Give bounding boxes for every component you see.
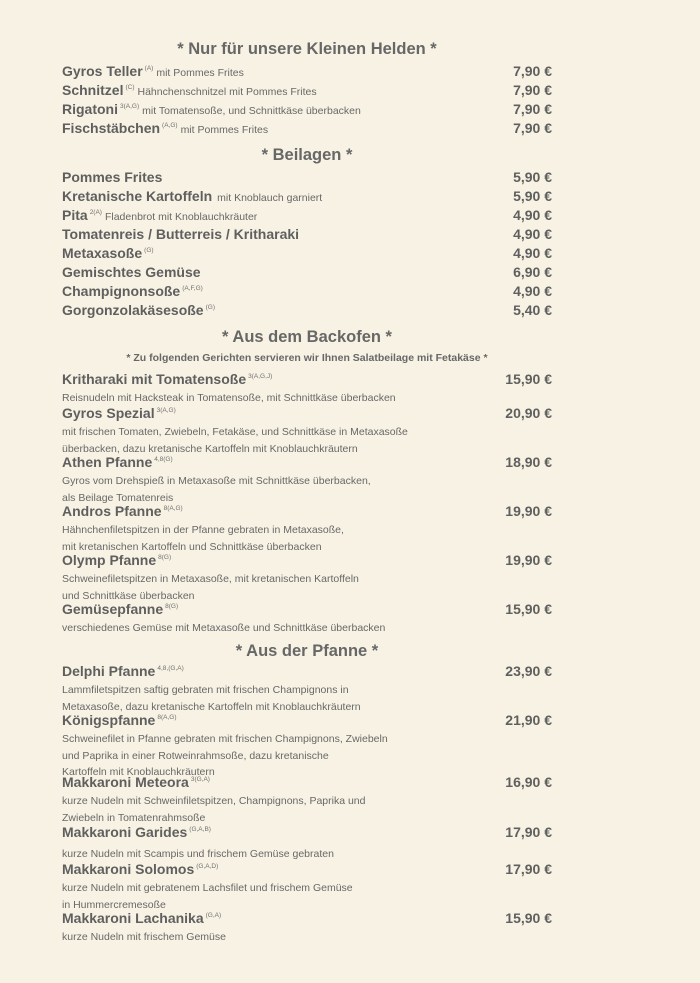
item-description: Hähnchenschnitzel mit Pommes Frites <box>137 86 317 98</box>
item-price: 20,90 € <box>505 405 552 421</box>
menu-item <box>62 405 552 457</box>
item-description: mit Tomatensoße, und Schnittkäse überbacken <box>142 105 361 117</box>
item-price: 4,90 € <box>513 283 552 299</box>
item-description <box>62 929 552 946</box>
item-name: Makkaroni Solomos <box>62 861 195 877</box>
description-line: Gyros vom Drehspieß in Metaxasoße mit Schnittkäse überbacken, <box>62 475 371 487</box>
item-price: 15,90 € <box>505 910 552 926</box>
item-price: 4,90 € <box>513 245 552 261</box>
item-name: Champignonsoße <box>62 283 181 299</box>
item-description <box>62 620 552 637</box>
menu-item <box>62 774 552 826</box>
menu-item <box>62 169 552 188</box>
item-name: Athen Pfanne <box>62 454 153 470</box>
allergen-codes: (G,A,B) <box>189 826 211 833</box>
allergen-codes: (G) <box>144 247 154 254</box>
item-price: 7,90 € <box>513 120 552 136</box>
item-name: Makkaroni Meteora <box>62 774 189 790</box>
allergen-codes: 8(G) <box>158 554 172 561</box>
allergen-codes: 4,8(G) <box>154 456 173 463</box>
item-price: 19,90 € <box>505 552 552 568</box>
item-price: 4,90 € <box>513 226 552 242</box>
menu-item <box>62 188 552 207</box>
description-line: kurze Nudeln mit frischem Gemüse <box>62 931 226 943</box>
description-line: in Hummercremesoße <box>62 898 166 911</box>
allergen-codes: 3(A,G) <box>156 407 176 414</box>
item-price: 18,90 € <box>505 454 552 470</box>
item-name: Makkaroni Garides <box>62 824 188 840</box>
description-line: Lammfiletspitzen saftig gebraten mit frischen Champignons in <box>62 684 349 696</box>
menu-item <box>62 712 552 781</box>
item-price: 4,90 € <box>513 207 552 223</box>
description-line: Zwiebeln in Tomatenrahmsoße <box>62 811 206 824</box>
allergen-codes: 4,8,(G,A) <box>157 665 184 672</box>
section-note: * Zu folgenden Gerichten servieren wir Ihnen Salatbeilage mit Fetakäse * <box>126 352 488 364</box>
section-title-pan: * Aus der Pfanne * <box>235 642 379 660</box>
menu-item <box>62 63 552 82</box>
item-description <box>62 682 552 715</box>
allergen-codes: 8(A,G) <box>163 505 183 512</box>
menu-item <box>62 663 552 715</box>
item-price: 5,90 € <box>513 188 552 204</box>
item-description: mit Knoblauch garniert <box>217 192 323 204</box>
item-description <box>62 522 552 555</box>
item-name: Gyros Teller <box>62 63 143 79</box>
item-name: Gemischtes Gemüse <box>62 264 201 280</box>
item-name: Pommes Frites <box>62 169 163 185</box>
menu-item <box>62 371 552 407</box>
menu-item <box>62 245 552 264</box>
allergen-codes: 8(G) <box>165 603 179 610</box>
allergen-codes: 3(A,G) <box>120 103 140 110</box>
item-name: Kritharaki mit Tomatensoße <box>62 371 247 387</box>
item-price: 17,90 € <box>505 824 552 840</box>
section-title-oven: * Aus dem Backofen * <box>222 328 392 346</box>
description-line: und Schnittkäse überbacken <box>62 589 195 602</box>
item-price: 15,90 € <box>505 371 552 387</box>
allergen-codes: 8(A,G) <box>157 714 177 721</box>
item-description <box>62 793 552 826</box>
description-line: kurze Nudeln mit gebratenem Lachsfilet und frischem Gemüse <box>62 882 353 894</box>
menu-item <box>62 82 552 101</box>
item-description <box>62 473 552 506</box>
allergen-codes: (G,A) <box>205 912 222 919</box>
item-price: 17,90 € <box>505 861 552 877</box>
menu-item <box>62 824 552 863</box>
description-line: als Beilage Tomatenreis <box>62 491 174 504</box>
item-description: mit Pommes Frites <box>156 67 244 79</box>
menu-item <box>62 226 552 245</box>
item-price: 7,90 € <box>513 101 552 117</box>
allergen-codes: (A,F,G) <box>182 285 203 292</box>
item-name: Andros Pfanne <box>62 503 162 519</box>
menu-item <box>62 910 552 946</box>
description-line: Kartoffeln mit Knoblauchkräutern <box>62 766 215 778</box>
item-description: Fladenbrot mit Knoblauchkräuter <box>104 211 258 223</box>
item-price: 19,90 € <box>505 503 552 519</box>
item-name: Fischstäbchen <box>62 120 161 136</box>
item-name: Delphi Pfanne <box>62 663 156 679</box>
description-line: verschiedenes Gemüse mit Metaxasoße und Schnittkäse überbacken <box>62 622 386 634</box>
allergen-codes: (A) <box>144 65 154 72</box>
section-title-kids: * Nur für unsere Kleinen Helden * <box>177 40 437 58</box>
item-price: 15,90 € <box>505 601 552 617</box>
menu-item <box>62 283 552 302</box>
item-name: Gorgonzolakäsesoße <box>62 302 204 318</box>
item-description <box>62 880 552 913</box>
item-name: Königspfanne <box>62 712 156 728</box>
menu-item <box>62 503 552 555</box>
menu-item <box>62 120 552 139</box>
description-line: Reisnudeln mit Hacksteak in Tomatensoße, mit Schnittkäse überbacken <box>62 392 396 404</box>
menu-item <box>62 552 552 604</box>
menu-item <box>62 207 552 226</box>
allergen-codes: 2(A) <box>89 209 102 216</box>
description-line: überbacken, dazu kretanische Kartoffeln mit Knoblauchkräutern <box>62 442 358 455</box>
description-line: kurze Nudeln mit Scampis und frischem Gemüse gebraten <box>62 848 334 860</box>
menu-item <box>62 101 552 120</box>
item-price: 7,90 € <box>513 63 552 79</box>
item-name: Olymp Pfanne <box>62 552 157 568</box>
item-name: Schnitzel <box>62 82 124 98</box>
description-line: Schweinefiletspitzen in Metaxasoße, mit kretanischen Kartoffeln <box>62 573 359 585</box>
item-name: Gyros Spezial <box>62 405 155 421</box>
item-description <box>62 571 552 604</box>
item-price: 6,90 € <box>513 264 552 280</box>
menu-item <box>62 302 552 321</box>
allergen-codes: (C) <box>125 84 135 91</box>
item-description <box>62 424 552 457</box>
allergen-codes: 3(A,G,J) <box>248 373 273 380</box>
description-line: Metaxasoße, dazu kretanische Kartoffeln mit Knoblauchkräutern <box>62 700 361 713</box>
menu-item <box>62 264 552 283</box>
allergen-codes: 3(G,A) <box>190 776 210 783</box>
item-price: 16,90 € <box>505 774 552 790</box>
menu-item <box>62 861 552 913</box>
description-line: mit kretanischen Kartoffeln und Schnittkäse überbacken <box>62 540 322 553</box>
description-line: Schweinefilet in Pfanne gebraten mit frischen Champignons, Zwiebeln <box>62 733 388 745</box>
item-price: 5,40 € <box>513 302 552 318</box>
item-name: Kretanische Kartoffeln <box>62 188 213 204</box>
allergen-codes: (G) <box>205 304 215 311</box>
item-name: Makkaroni Lachanika <box>62 910 204 926</box>
allergen-codes: (A,G) <box>162 122 178 129</box>
item-price: 23,90 € <box>505 663 552 679</box>
item-name: Tomatenreis / Butterreis / Kritharaki <box>62 226 300 242</box>
section-title-sides: * Beilagen * <box>261 146 353 164</box>
item-price: 5,90 € <box>513 169 552 185</box>
description-line: mit frischen Tomaten, Zwiebeln, Fetakäse, und Schnittkäse in Metaxasoße <box>62 426 408 438</box>
item-name: Metaxasoße <box>62 245 143 261</box>
item-description: mit Pommes Frites <box>180 124 269 136</box>
menu-item <box>62 454 552 506</box>
item-name: Rigatoni <box>62 101 118 117</box>
description-line: Hähnchenfiletspitzen in der Pfanne gebraten in Metaxasoße, <box>62 524 344 536</box>
description-line: und Paprika in einer Rotweinrahmsoße, dazu kretanische <box>62 749 329 762</box>
allergen-codes: (G,A,D) <box>196 863 219 870</box>
menu-item <box>62 601 552 637</box>
item-price: 7,90 € <box>513 82 552 98</box>
item-price: 21,90 € <box>505 712 552 728</box>
item-name: Gemüsepfanne <box>62 601 164 617</box>
description-line: kurze Nudeln mit Schweinfiletspitzen, Champignons, Paprika und <box>62 795 366 807</box>
item-name: Pita <box>62 207 88 223</box>
